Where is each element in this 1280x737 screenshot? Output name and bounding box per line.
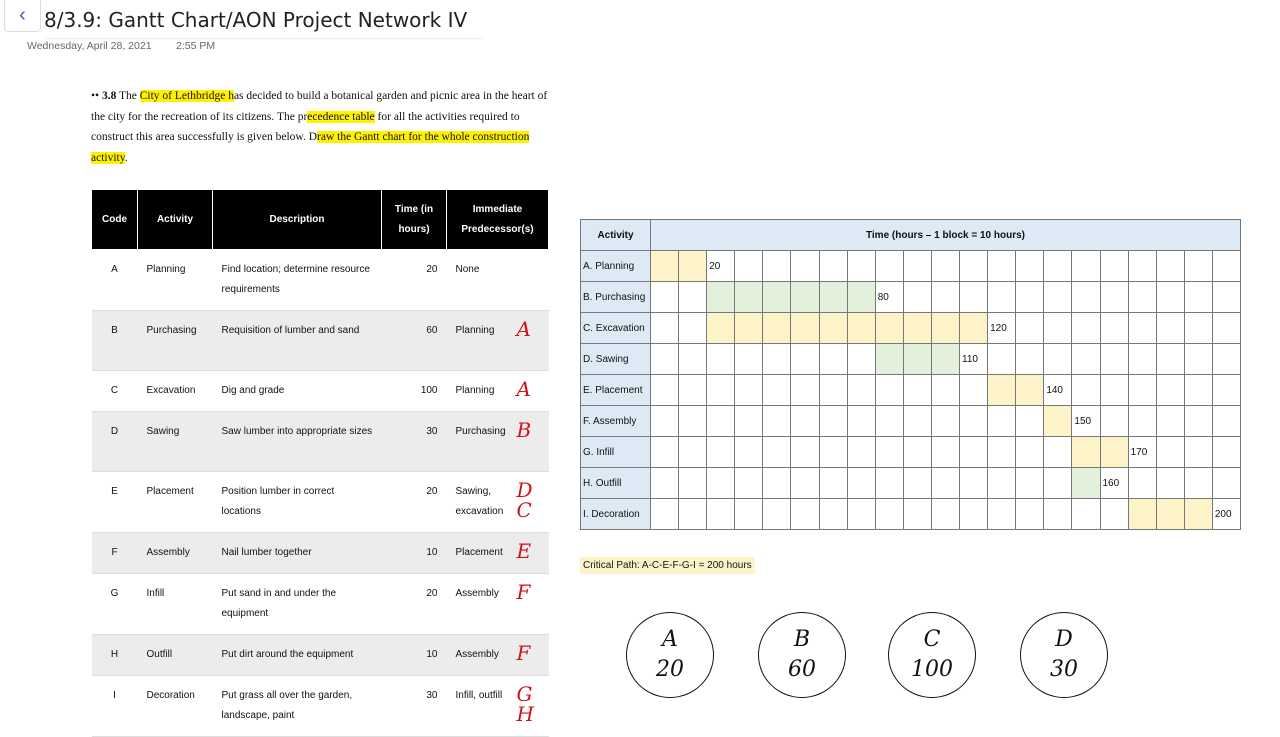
gantt-bar-block [1184,499,1212,530]
gantt-cell [651,499,679,530]
gantt-cell [931,499,959,530]
gantt-cell [960,375,988,406]
gantt-cell [1100,344,1128,375]
table-cell: Put sand in and under the equipment [213,574,382,635]
gantt-cell [819,251,847,282]
gantt-end-label: 110 [960,344,988,375]
gantt-cell [903,282,931,313]
gantt-cell [1072,375,1100,406]
handwritten-note: E [516,539,532,563]
gantt-cell [735,468,763,499]
gantt-cell [931,468,959,499]
gantt-cell [875,375,903,406]
table-cell: 20 [382,574,447,635]
gantt-bar-block [847,282,875,313]
table-cell: Planning A [447,311,549,371]
gantt-bar-block [1156,499,1184,530]
gantt-cell [1212,313,1240,344]
table-cell: Outfill [138,635,213,676]
gantt-end-label: 160 [1100,468,1128,499]
gantt-cell [960,282,988,313]
gantt-cell [1128,251,1156,282]
gantt-activity-label: D. Sawing [581,344,651,375]
gantt-cell [1128,406,1156,437]
gantt-cell [735,375,763,406]
gantt-cell [651,437,679,468]
gantt-activity-label: C. Excavation [581,313,651,344]
gantt-cell [988,344,1016,375]
gantt-chart [580,219,1241,530]
table-cell: 30 [382,676,447,737]
table-header: Time (in hours) [382,190,447,250]
gantt-cell [707,375,735,406]
table-cell: A [92,250,138,311]
gantt-row [581,499,1241,530]
table-cell: I [92,676,138,737]
gantt-cell [1100,282,1128,313]
gantt-cell [735,437,763,468]
gantt-row [581,468,1241,499]
gantt-activity-label: H. Outfill [581,468,651,499]
gantt-cell [1016,313,1044,344]
gantt-cell [735,251,763,282]
gantt-header-time: Time (hours – 1 block = 10 hours) [651,220,1241,251]
gantt-row [581,437,1241,468]
gantt-cell [1044,344,1072,375]
gantt-bar-block [1128,499,1156,530]
gantt-cell [960,251,988,282]
gantt-cell [707,468,735,499]
table-header: Activity [138,190,213,250]
gantt-cell [791,344,819,375]
table-row [92,533,549,574]
gantt-cell [931,375,959,406]
gantt-cell [679,375,707,406]
gantt-activity-label: A. Planning [581,251,651,282]
gantt-cell [847,344,875,375]
back-button[interactable] [4,0,41,32]
table-cell: 20 [382,472,447,533]
gantt-cell [651,406,679,437]
gantt-cell [1100,499,1128,530]
gantt-cell [679,468,707,499]
gantt-cell [847,499,875,530]
gantt-cell [707,499,735,530]
gantt-cell [763,251,791,282]
gantt-cell [1212,437,1240,468]
gantt-cell [707,437,735,468]
gantt-activity-label: E. Placement [581,375,651,406]
gantt-row [581,375,1241,406]
gantt-bar-block [1072,437,1100,468]
gantt-row [581,344,1241,375]
gantt-bar-block [931,344,959,375]
gantt-cell [679,437,707,468]
gantt-cell [1044,499,1072,530]
gantt-cell [960,437,988,468]
handwritten-note: A [516,317,531,341]
gantt-bar-block [791,313,819,344]
handwritten-note: A [516,377,531,401]
aon-node: A 20 [626,612,714,698]
gantt-cell [1072,313,1100,344]
gantt-cell [1184,251,1212,282]
table-row [92,635,549,676]
gantt-cell [1072,499,1100,530]
gantt-cell [875,499,903,530]
gantt-bar-block [791,282,819,313]
gantt-activity-label: F. Assembly [581,406,651,437]
gantt-cell [1184,437,1212,468]
table-header: Code [92,190,138,250]
aon-node: B 60 [758,612,846,698]
table-cell: Placement E [447,533,549,574]
table-cell: Sawing, excavation D C [447,472,549,533]
gantt-bar-block [651,251,679,282]
aon-node: C 100 [888,612,976,698]
gantt-cell [1184,406,1212,437]
gantt-cell [1044,468,1072,499]
gantt-cell [988,468,1016,499]
gantt-cell [1156,406,1184,437]
gantt-cell [903,468,931,499]
gantt-cell [1156,251,1184,282]
table-row [92,676,549,737]
gantt-cell [988,282,1016,313]
table-cell: 10 [382,533,447,574]
gantt-cell [1212,282,1240,313]
table-cell: None [447,250,549,311]
gantt-end-label: 80 [875,282,903,313]
gantt-cell [988,251,1016,282]
gantt-row [581,282,1241,313]
gantt-cell [1184,375,1212,406]
gantt-cell [707,344,735,375]
gantt-cell [651,468,679,499]
gantt-cell [819,406,847,437]
gantt-cell [1016,406,1044,437]
gantt-cell [903,499,931,530]
gantt-bar-block [1016,375,1044,406]
gantt-cell [651,282,679,313]
gantt-cell [903,437,931,468]
critical-path: Critical Path: A-C-E-F-G-I = 200 hours [580,557,755,574]
gantt-bar-block [707,313,735,344]
gantt-cell [735,344,763,375]
gantt-cell [735,406,763,437]
table-cell: 60 [382,311,447,371]
problem-text: •• 3.8 The City of Lethbridge has decided to build a botanical garden and picnic area in the heart of the city for the recreation of its citizens. The precedence table for all the activities required to construct this area successfully is given below. Draw the Gantt chart for the whole construction activity. [91,90,548,165]
gantt-cell [1016,282,1044,313]
gantt-bar-block [903,344,931,375]
gantt-row [581,251,1241,282]
gantt-cell [819,437,847,468]
gantt-cell [875,406,903,437]
gantt-bar-block [735,313,763,344]
gantt-cell [707,406,735,437]
gantt-cell [1016,499,1044,530]
table-cell: B [92,311,138,371]
gantt-cell [847,406,875,437]
table-cell: Assembly [138,533,213,574]
gantt-bar-block [763,313,791,344]
gantt-cell [931,437,959,468]
gantt-cell [988,406,1016,437]
gantt-cell [763,468,791,499]
table-cell: G [92,574,138,635]
gantt-cell [903,406,931,437]
gantt-cell [1044,313,1072,344]
table-cell: Saw lumber into appropriate sizes [213,412,382,472]
gantt-cell [791,499,819,530]
gantt-cell [1212,375,1240,406]
table-cell: Excavation [138,371,213,412]
gantt-cell [847,437,875,468]
gantt-cell [819,468,847,499]
gantt-bar-block [763,282,791,313]
table-cell: Planning A [447,371,549,412]
gantt-cell [960,406,988,437]
gantt-row [581,406,1241,437]
gantt-cell [1184,344,1212,375]
chevron-left-icon: ‹ [19,4,26,26]
table-cell: Requisition of lumber and sand [213,311,382,371]
table-cell: Put dirt around the equipment [213,635,382,676]
gantt-cell [1016,437,1044,468]
gantt-cell [1044,437,1072,468]
gantt-cell [791,251,819,282]
gantt-bar-block [1044,406,1072,437]
gantt-end-label: 20 [707,251,735,282]
gantt-cell [875,437,903,468]
table-header: Immediate Predecessor(s) [447,190,549,250]
table-cell: Placement [138,472,213,533]
gantt-cell [988,499,1016,530]
gantt-cell [1212,251,1240,282]
gantt-bar-block [903,313,931,344]
gantt-cell [847,375,875,406]
table-cell: Infill, outfill G H [447,676,549,737]
gantt-cell [1044,251,1072,282]
gantt-cell [1128,313,1156,344]
gantt-activity-label: G. Infill [581,437,651,468]
gantt-cell [679,406,707,437]
gantt-end-label: 170 [1128,437,1156,468]
gantt-cell [763,375,791,406]
gantt-cell [1128,344,1156,375]
gantt-bar-block [1100,437,1128,468]
gantt-cell [1156,344,1184,375]
gantt-row [581,313,1241,344]
gantt-cell [791,375,819,406]
table-cell: Assembly F [447,635,549,676]
gantt-end-label: 120 [988,313,1016,344]
gantt-cell [679,313,707,344]
table-cell: Purchasing B [447,412,549,472]
gantt-cell [1156,313,1184,344]
table-cell: D [92,412,138,472]
handwritten-note: B [516,418,532,442]
handwritten-note: F [516,580,531,604]
gantt-cell [847,251,875,282]
table-cell: Assembly F [447,574,549,635]
table-cell: Infill [138,574,213,635]
gantt-cell [763,406,791,437]
gantt-cell [1100,251,1128,282]
table-row [92,574,549,635]
handwritten-note: D C [516,478,533,522]
gantt-cell [819,344,847,375]
aon-node: D 30 [1020,612,1108,698]
gantt-bar-block [988,375,1016,406]
gantt-cell [791,406,819,437]
gantt-cell [679,282,707,313]
gantt-activity-label: B. Purchasing [581,282,651,313]
gantt-end-label: 200 [1212,499,1240,530]
gantt-bar-block [931,313,959,344]
table-cell: Nail lumber together [213,533,382,574]
gantt-cell [931,282,959,313]
gantt-cell [679,344,707,375]
gantt-cell [847,468,875,499]
gantt-cell [1212,406,1240,437]
gantt-bar-block [735,282,763,313]
gantt-end-label: 150 [1072,406,1100,437]
gantt-cell [791,437,819,468]
table-cell: Position lumber in correct locations [213,472,382,533]
gantt-cell [763,499,791,530]
gantt-cell [651,375,679,406]
gantt-cell [735,499,763,530]
gantt-cell [1100,375,1128,406]
table-cell: Put grass all over the garden, landscape, paint [213,676,382,737]
handwritten-note: G H [516,682,534,726]
table-cell: 30 [382,412,447,472]
gantt-cell [819,375,847,406]
gantt-bar-block [707,282,735,313]
gantt-cell [1156,468,1184,499]
table-cell: H [92,635,138,676]
gantt-bar-block [847,313,875,344]
gantt-cell [875,251,903,282]
gantt-cell [988,437,1016,468]
gantt-cell [1156,437,1184,468]
table-cell: Planning [138,250,213,311]
gantt-cell [1156,375,1184,406]
gantt-bar-block [875,313,903,344]
table-cell: Sawing [138,412,213,472]
gantt-cell [651,313,679,344]
table-cell: 10 [382,635,447,676]
gantt-cell [875,468,903,499]
gantt-cell [1128,468,1156,499]
page-time: 2:55 PM [176,40,216,52]
gantt-header-activity: Activity [581,220,651,251]
gantt-cell [1100,313,1128,344]
gantt-cell [763,437,791,468]
table-row [92,412,549,472]
table-row [92,250,549,311]
title-divider [44,38,484,39]
gantt-cell [1184,313,1212,344]
table-header: Description [213,190,382,250]
gantt-cell [791,468,819,499]
gantt-cell [903,375,931,406]
table-cell: 20 [382,250,447,311]
gantt-cell [1072,344,1100,375]
gantt-cell [1156,282,1184,313]
gantt-cell [1072,251,1100,282]
table-cell: Decoration [138,676,213,737]
gantt-cell [1128,282,1156,313]
table-cell: E [92,472,138,533]
gantt-cell [1016,251,1044,282]
table-cell: F [92,533,138,574]
gantt-cell [1100,406,1128,437]
gantt-bar-block [1072,468,1100,499]
page-title: 8/3.9: Gantt Chart/AON Project Network IV [44,8,468,32]
gantt-cell [1016,468,1044,499]
gantt-cell [1016,344,1044,375]
gantt-cell [1184,468,1212,499]
gantt-cell [763,344,791,375]
gantt-cell [819,499,847,530]
table-row [92,371,549,412]
gantt-cell [651,344,679,375]
gantt-cell [960,468,988,499]
gantt-bar-block [819,313,847,344]
gantt-cell [1184,282,1212,313]
page-date: Wednesday, April 28, 2021 [27,40,152,52]
gantt-cell [1212,468,1240,499]
handwritten-note: F [516,641,531,665]
table-cell: Purchasing [138,311,213,371]
gantt-cell [679,499,707,530]
gantt-cell [1128,375,1156,406]
table-row [92,472,549,533]
gantt-cell [1212,344,1240,375]
gantt-end-label: 140 [1044,375,1072,406]
table-cell: 100 [382,371,447,412]
gantt-bar-block [819,282,847,313]
gantt-cell [931,251,959,282]
gantt-bar-block [960,313,988,344]
table-cell: Find location; determine resource requirements [213,250,382,311]
gantt-bar-block [679,251,707,282]
table-row [92,311,549,371]
precedence-table [91,189,549,737]
gantt-cell [903,251,931,282]
gantt-bar-block [875,344,903,375]
gantt-cell [1044,282,1072,313]
table-cell: Dig and grade [213,371,382,412]
gantt-activity-label: I. Decoration [581,499,651,530]
gantt-cell [960,499,988,530]
gantt-cell [931,406,959,437]
gantt-cell [1072,282,1100,313]
table-cell: C [92,371,138,412]
